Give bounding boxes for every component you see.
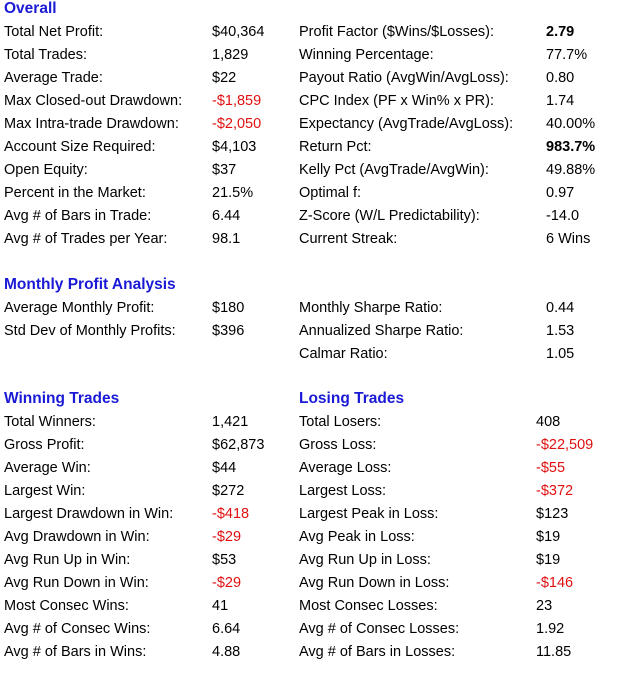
overall-left-row [4,228,312,251]
stat-value: 408 [536,414,561,430]
stat-value: 98.1 [212,231,241,247]
stat-label: Avg Run Down in Loss: [299,575,450,591]
stat-label: Avg # of Consec Wins: [4,621,151,637]
stat-label: Calmar Ratio: [299,346,388,362]
stat-value: 0.80 [546,70,575,86]
stat-value: 1.74 [546,93,575,109]
stat-label: Largest Win: [4,483,86,499]
stat-label: Avg # of Bars in Losses: [299,644,456,660]
stat-label: Largest Peak in Loss: [299,506,439,522]
winning-row [4,480,312,503]
losing-row [299,526,636,549]
stat-label: Largest Loss: [299,483,387,499]
winning-row [4,549,312,572]
stat-value: 0.44 [546,300,575,316]
stat-label: Total Winners: [4,414,96,430]
stat-label: Average Loss: [299,460,392,476]
monthly-left-row [4,320,312,343]
stat-value: 40.00% [546,116,596,132]
stat-value: 0.97 [546,185,575,201]
stat-label: CPC Index (PF x Win% x PR): [299,93,494,109]
stat-value: $272 [212,483,245,499]
overall-left-row [4,113,312,136]
overall-left-row [4,44,312,67]
winning-row [4,503,312,526]
stat-value: 6 Wins [546,231,591,247]
stat-label: Largest Drawdown in Win: [4,506,174,522]
stat-value: 1.92 [536,621,565,637]
winning-row [4,457,312,480]
stat-value: -$1,859 [212,93,262,109]
stat-value: $19 [536,552,561,568]
stat-value: -$29 [212,575,242,591]
stat-label: Current Streak: [299,231,398,247]
stat-label: Gross Profit: [4,437,85,453]
stat-label: Annualized Sharpe Ratio: [299,323,464,339]
stat-value: $396 [212,323,245,339]
overall-heading: Overall [4,0,57,17]
stat-label: Account Size Required: [4,139,156,155]
winning-row [4,526,312,549]
stat-label: Most Consec Losses: [299,598,438,614]
overall-left-row [4,67,312,90]
stat-label: Avg Drawdown in Win: [4,529,150,545]
stat-label: Total Net Profit: [4,24,104,40]
stat-label: Profit Factor ($Wins/$Losses): [299,24,494,40]
losing-row [299,572,636,595]
stat-label: Average Trade: [4,70,103,86]
stat-label: Avg # of Trades per Year: [4,231,168,247]
stat-label: Avg # of Bars in Wins: [4,644,147,660]
losing-row [299,549,636,572]
stat-value: 21.5% [212,185,254,201]
overall-right-row [299,136,640,159]
stat-label: Avg # of Consec Losses: [299,621,460,637]
stat-label: Return Pct: [299,139,372,155]
stat-value: 1,829 [212,47,249,63]
stat-label: Percent in the Market: [4,185,146,201]
stat-label: Monthly Sharpe Ratio: [299,300,443,316]
monthly-right-row [299,297,640,320]
winning-heading: Winning Trades [4,390,120,407]
overall-left-row [4,136,312,159]
stat-value: $44 [212,460,237,476]
overall-right-row [299,182,640,205]
overall-left-row [4,21,312,44]
losing-row [299,411,636,434]
stat-label: Expectancy (AvgTrade/AvgLoss): [299,116,514,132]
winning-row [4,618,312,641]
stat-value: -$55 [536,460,566,476]
monthly-heading: Monthly Profit Analysis [4,276,176,293]
losing-heading: Losing Trades [299,390,405,407]
stat-value: 1,421 [212,414,249,430]
stat-value: 983.7% [546,139,596,155]
overall-right-row [299,113,640,136]
stat-value: $19 [536,529,561,545]
losing-row [299,457,636,480]
stat-value: 6.44 [212,208,241,224]
losing-row [299,641,636,664]
overall-right-row [299,44,640,67]
stat-label: Max Intra-trade Drawdown: [4,116,179,132]
overall-right-row [299,205,640,228]
losing-row [299,618,636,641]
winning-row [4,434,312,457]
winning-row [4,411,312,434]
stat-value: $123 [536,506,569,522]
stat-label: Open Equity: [4,162,88,178]
stat-value: $22 [212,70,237,86]
stat-label: Winning Percentage: [299,47,434,63]
stat-value: 23 [536,598,553,614]
stat-value: -$22,509 [536,437,594,453]
winning-row [4,595,312,618]
stat-value: 77.7% [546,47,588,63]
overall-right-row [299,90,640,113]
overall-left-row [4,182,312,205]
stat-label: Avg # of Bars in Trade: [4,208,152,224]
stat-value: -$146 [536,575,574,591]
stat-value: 1.05 [546,346,575,362]
stat-value: -14.0 [546,208,580,224]
stat-value: -$372 [536,483,574,499]
stat-label: Z-Score (W/L Predictability): [299,208,480,224]
overall-right-row [299,21,640,44]
stat-value: -$2,050 [212,116,262,132]
stat-label: Total Trades: [4,47,88,63]
losing-row [299,503,636,526]
stat-label: Avg Peak in Loss: [299,529,415,545]
stat-label: Gross Loss: [299,437,377,453]
stat-label: Avg Run Down in Win: [4,575,149,591]
overall-left-row [4,159,312,182]
stat-label: Max Closed-out Drawdown: [4,93,183,109]
overall-left-row [4,90,312,113]
stat-value: 6.64 [212,621,241,637]
stat-label: Average Monthly Profit: [4,300,155,316]
overall-right-row [299,228,640,251]
stat-label: Avg Run Up in Win: [4,552,131,568]
monthly-left-row [4,297,312,320]
stat-label: Kelly Pct (AvgTrade/AvgWin): [299,162,489,178]
stat-value: $4,103 [212,139,257,155]
monthly-right-row [299,320,640,343]
stat-value: 41 [212,598,229,614]
losing-row [299,595,636,618]
stat-label: Payout Ratio (AvgWin/AvgLoss): [299,70,509,86]
stat-label: Avg Run Up in Loss: [299,552,431,568]
overall-right-row [299,67,640,90]
overall-left-row [4,205,312,228]
stat-value: 4.88 [212,644,241,660]
stat-value: $62,873 [212,437,265,453]
monthly-right-row [299,343,640,366]
winning-row [4,641,312,664]
stat-value: 49.88% [546,162,596,178]
stat-value: $180 [212,300,245,316]
stat-label: Average Win: [4,460,91,476]
winning-row [4,572,312,595]
stat-label: Std Dev of Monthly Profits: [4,323,176,339]
stat-label: Total Losers: [299,414,382,430]
stat-value: $37 [212,162,237,178]
stat-value: -$29 [212,529,242,545]
losing-row [299,480,636,503]
losing-row [299,434,636,457]
stat-value: 1.53 [546,323,575,339]
stat-value: 11.85 [536,644,572,660]
stat-value: 2.79 [546,24,575,40]
stat-value: -$418 [212,506,250,522]
stat-label: Optimal f: [299,185,362,201]
stat-value: $40,364 [212,24,265,40]
overall-right-row [299,159,640,182]
stat-value: $53 [212,552,237,568]
stat-label: Most Consec Wins: [4,598,129,614]
